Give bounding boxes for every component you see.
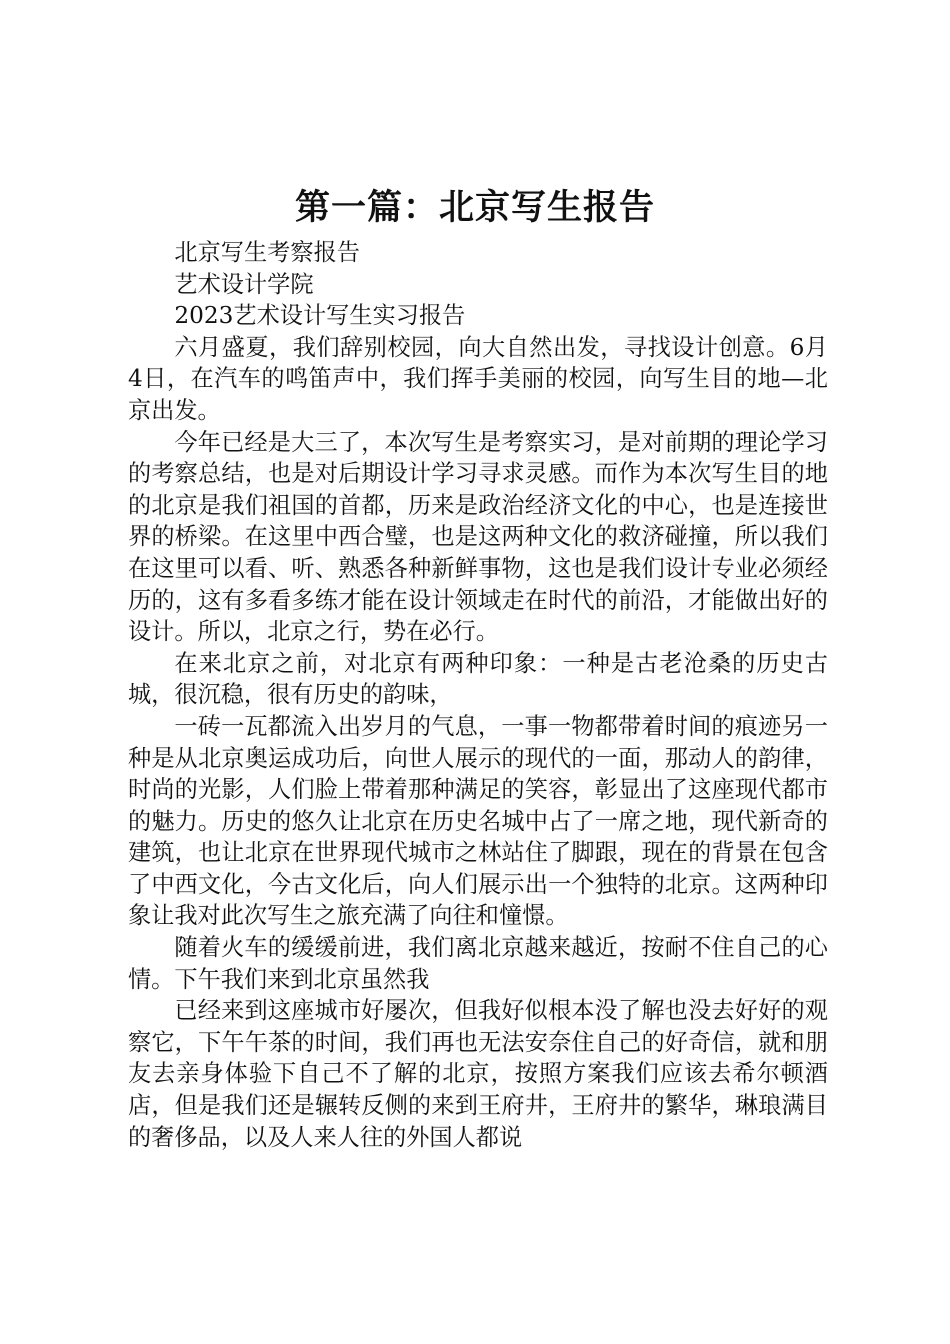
- paragraph: 在来北京之前，对北京有两种印象：一种是古老沧桑的历史古城，很沉稳，很有历史的韵味，: [128, 649, 828, 709]
- paragraph-report-title: 北京写生考察报告: [174, 239, 360, 266]
- paragraph: 今年已经是大三了，本次写生是考察实习，是对前期的理论学习的考察总结，也是对后期设计学习寻求灵感。而作为本次写生目的地的北京是我们祖国的首都，历来是政治经济文化的中心，也是连接世界的桥梁。在这里中西合璧，也是这两种文化的救济碰撞，所以我们在这里可以看、听、熟悉各种新鲜事物，这也是我们设计专业必须经历的，这有多看多练才能在设计领域走在时代的前沿，才能做出好的设计。所以，北京之行，势在必行。: [128, 428, 828, 646]
- document-title: 第一篇：北京写生报告: [294, 187, 655, 228]
- paragraph: 六月盛夏，我们辞别校园，向大自然出发，寻找设计创意。6月4日，在汽车的鸣笛声中，我们挥手美丽的校园，向写生目的地—北京出发。: [128, 333, 828, 424]
- document-body: [128, 237, 828, 1153]
- paragraph: 随着火车的缓缓前进，我们离北京越来越近，按耐不住自己的心情。下午我们来到北京虽然我: [128, 934, 828, 993]
- paragraph-department: 艺术设计学院: [174, 270, 314, 298]
- paragraph: 已经来到这座城市好屡次，但我好似根本没了解也没去好好的观察它，下午午茶的时间，我们再也无法安奈住自己的好奇信，就和朋友去亲身体验下自己不了解的北京，按照方案我们应该去希尔顿酒店，但是我们还是辗转反侧的来到王府井，王府井的繁华，琳琅满目的奢侈品，以及人来人往的外国人都说: [128, 997, 828, 1151]
- paragraph: 一砖一瓦都流入出岁月的气息，一事一物都带着时间的痕迹另一种是从北京奥运成功后，向世人展示的现代的一面，那动人的韵律，时尚的光影，人们脸上带着那种满足的笑容，彰显出了这座现代都市的魅力。历史的悠久让北京在历史名城中占了一席之地，现代新奇的建筑，也让北京在世界现代城市之林站住了脚跟，现在的背景在包含了中西文化，今古文化后，向人们展示出一个独特的北京。这两种印象让我对此次写生之旅充满了向往和憧憬。: [128, 712, 828, 930]
- paragraph-subtitle: 2023艺术设计写生实习报告: [174, 302, 466, 330]
